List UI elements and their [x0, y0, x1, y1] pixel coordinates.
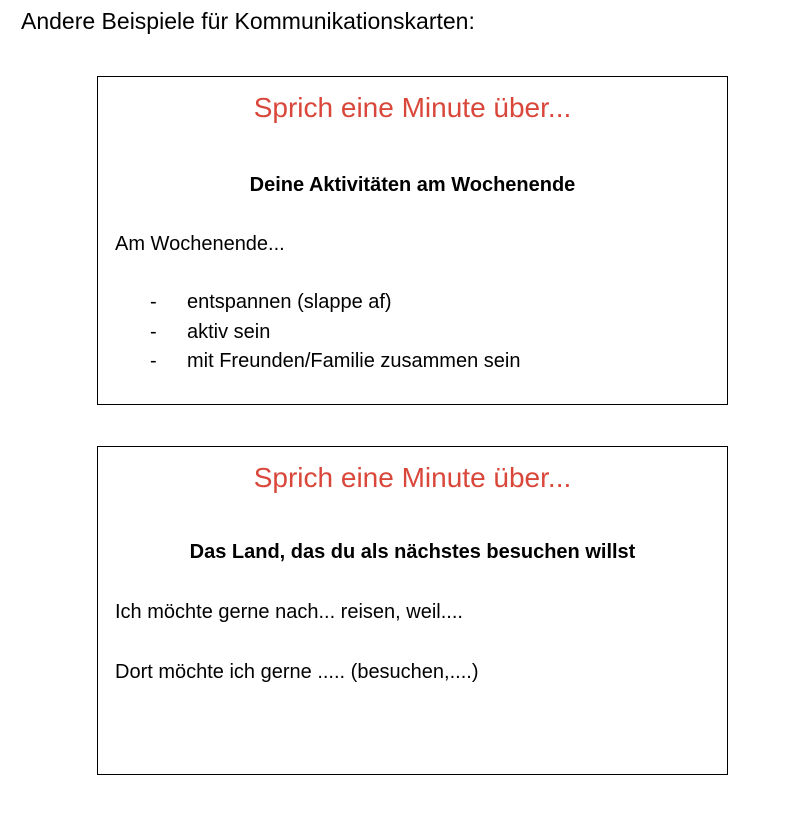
card-line: Ich möchte gerne nach... reisen, weil.... — [115, 601, 463, 623]
card-title: Sprich eine Minute über... — [253, 92, 572, 123]
card-line: Dort möchte ich gerne ..... (besuchen,....) — [115, 661, 479, 683]
dash-bullet-icon: - — [150, 320, 157, 343]
dash-bullet-icon: - — [150, 291, 157, 313]
communication-card-travel — [97, 446, 728, 775]
dash-bullet-icon: - — [150, 350, 157, 372]
bullet-text: entspannen (slappe af) — [187, 291, 392, 313]
card-title: Sprich eine Minute über... — [253, 462, 572, 493]
card-topic: Das Land, das du als nächstes besuchen willst — [189, 541, 636, 563]
card-topic: Deine Aktivitäten am Wochenende — [249, 174, 576, 196]
card-intro: Am Wochenende... — [115, 233, 285, 255]
page-heading: Andere Beispiele für Kommunikationskarten: — [21, 8, 475, 34]
bullet-text: aktiv sein — [187, 320, 271, 343]
communication-card-weekend — [97, 76, 728, 405]
bullet-text: mit Freunden/Familie zusammen sein — [187, 350, 521, 372]
